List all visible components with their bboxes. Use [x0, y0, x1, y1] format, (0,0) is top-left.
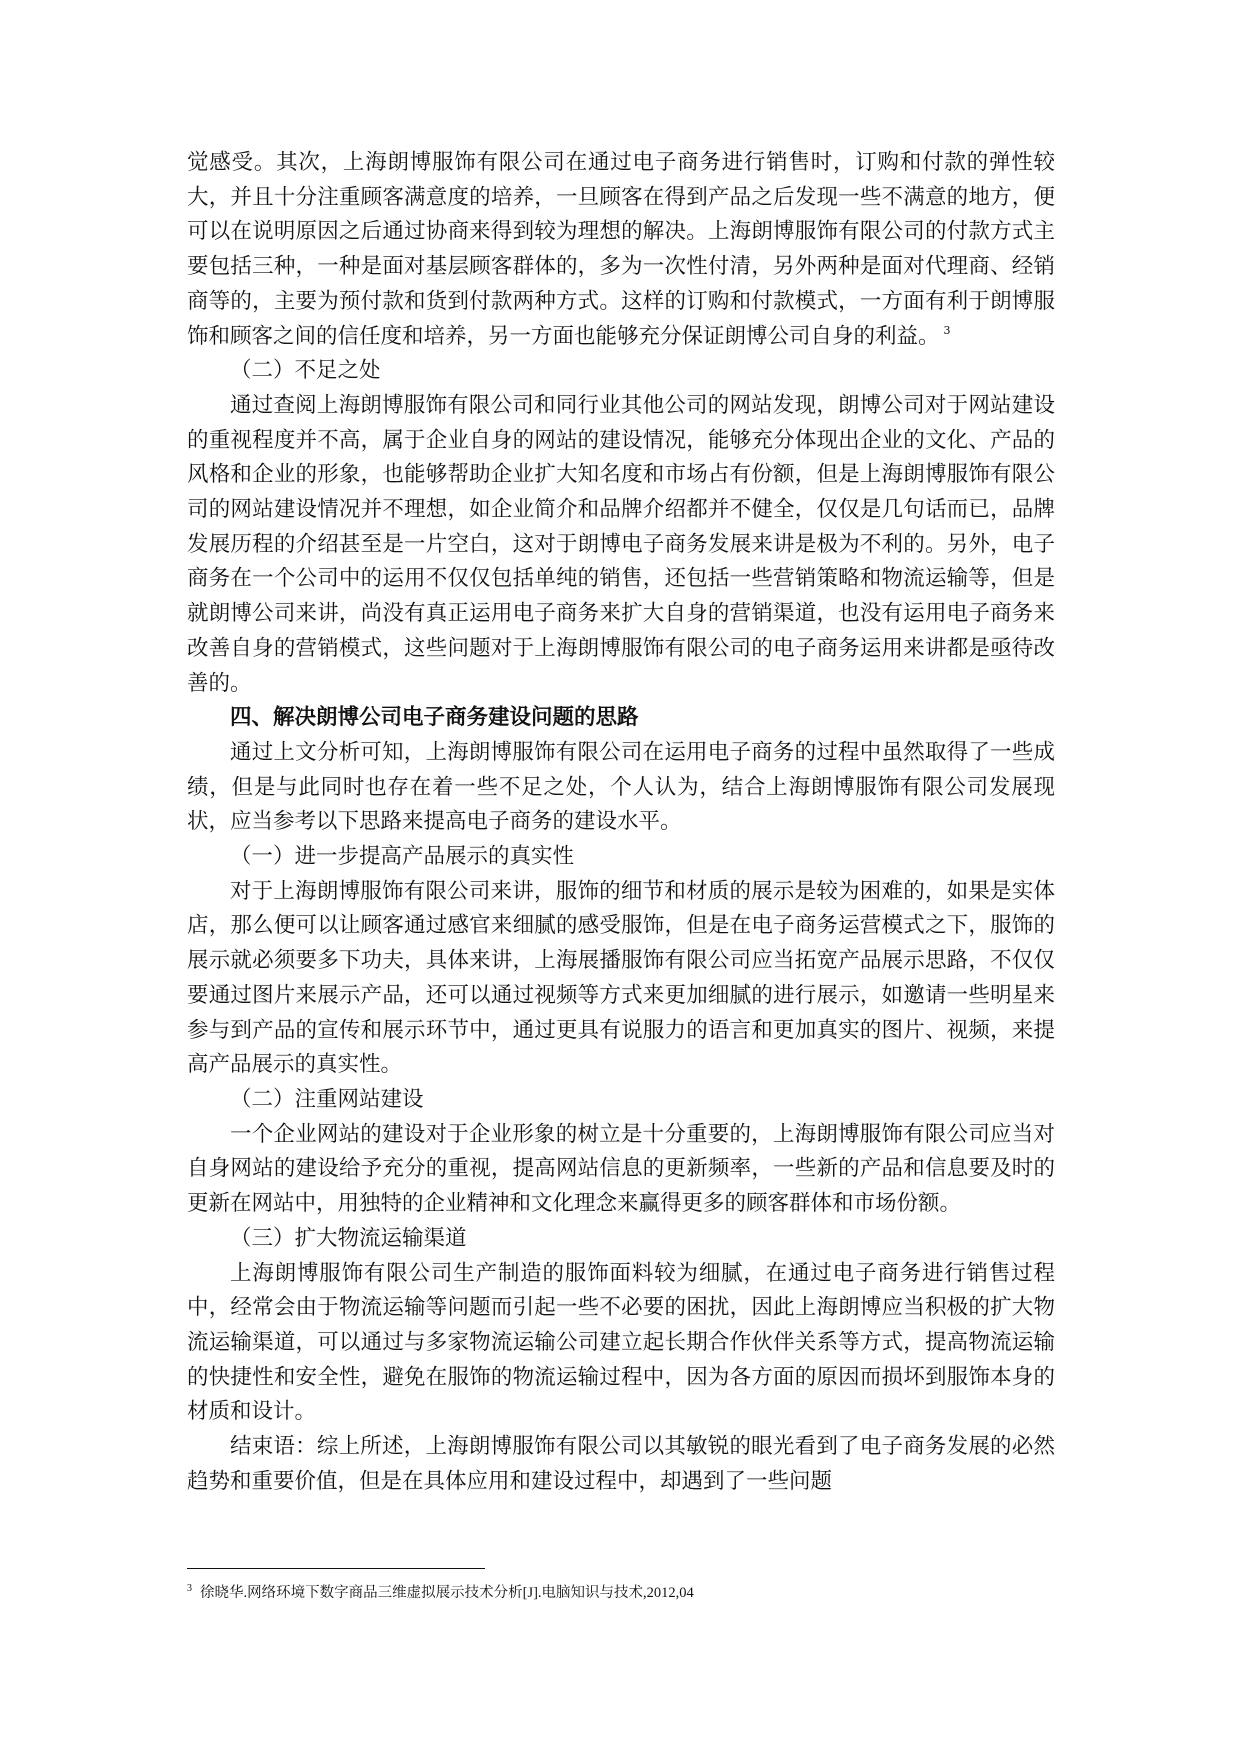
paragraph: 上海朗博服饰有限公司生产制造的服饰面料较为细腻，在通过电子商务进行销售过程中，经常会由于物流运输等问题而引起一些不必要的困扰，因此上海朗博应当积极的扩大物流运输渠道，可以通过与多家物流运输公司建立起长期合作伙伴关系等方式，提高物流运输的快捷性和安全性，避免在服饰的物流运输过程中，因为各方面的原因而损坏到服饰本身的材质和设计。: [187, 1260, 1055, 1425]
footnote-mark: 3: [187, 1583, 192, 1594]
footnote-text: 徐晓华.网络环境下数字商品三维虚拟展示技术分析[J].电脑知识与技术,2012,04: [200, 1584, 694, 1601]
paragraph: 通过上文分析可知，上海朗博服饰有限公司在运用电子商务的过程中虽然取得了一些成绩，但是与此同时也存在着一些不足之处，个人认为，结合上海朗博服饰有限公司发展现状，应当参考以下思路来提高电子商务的建设水平。: [187, 739, 1055, 835]
paragraph: 通过查阅上海朗博服饰有限公司和同行业其他公司的网站发现，朗博公司对于网站建设的重视程度并不高，属于企业自身的网站的建设情况，能够充分体现出企业的文化、产品的风格和企业的形象，也能够帮助企业扩大知名度和市场占有份额，但是上海朗博服饰有限公司的网站建设情况并不理想，如企业简介和品牌介绍都并不健全，仅仅是几句话而已，品牌发展历程的介绍甚至是一片空白，这对于朗博电子商务发展来讲是极为不利的。另外，电子商务在一个公司中的运用不仅仅包括单纯的销售，还包括一些营销策略和物流运输等，但是就朗博公司来讲，尚没有真正运用电子商务来扩大自身的营销渠道，也没有运用电子商务来改善自身的营销模式，这些问题对于上海朗博服饰有限公司的电子商务运用来讲都是亟待改善的。: [187, 392, 1055, 696]
footnote-divider: [187, 1568, 485, 1569]
section-subheading: （三）扩大物流运输渠道: [230, 1225, 467, 1251]
footnote: [187, 1578, 1055, 1604]
section-heading: 四、解决朗博公司电子商务建设问题的思路: [230, 705, 639, 731]
paragraph: [187, 146, 1055, 354]
section-subheading: （二）不足之处: [230, 358, 381, 384]
section-subheading: （一）进一步提高产品展示的真实性: [230, 844, 575, 870]
section-subheading: （二）注重网站建设: [230, 1086, 424, 1112]
paragraph: 结束语：综上所述，上海朗博服饰有限公司以其敏锐的眼光看到了电子商务发展的必然趋势和重要价值，但是在具体应用和建设过程中，却遇到了一些问题: [187, 1434, 1055, 1494]
body-text: [187, 146, 1055, 1499]
paragraph: 一个企业网站的建设对于企业形象的树立是十分重要的，上海朗博服饰有限公司应当对自身网站的建设给予充分的重视，提高网站信息的更新频率，一些新的产品和信息要及时的更新在网站中，用独特的企业精神和文化理念来赢得更多的顾客群体和市场份额。: [187, 1121, 1055, 1217]
paragraph-text: 觉感受。其次，上海朗博服饰有限公司在通过电子商务进行销售时，订购和付款的弹性较大，并且十分注重顾客满意度的培养，一旦顾客在得到产品之后发现一些不满意的地方，便可以在说明原因之后通过协商来得到较为理想的解决。上海朗博服饰有限公司的付款方式主要包括三种，一种是面对基层顾客群体的，多为一次性付清，另外两种是面对代理商、经销商等的，主要为预付款和货到付款两种方式。这样的订购和付款模式，一方面有利于朗博服饰和顾客之间的信任度和培养，另一方面也能够充分保证朗博公司自身的利益。: [187, 150, 1055, 349]
footnote-reference: 3: [943, 324, 951, 338]
paragraph: 对于上海朗博服饰有限公司来讲，服饰的细节和材质的展示是较为困难的，如果是实体店，那么便可以让顾客通过感官来细腻的感受服饰，但是在电子商务运营模式之下，服饰的展示就必须要多下功夫，具体来讲，上海展播服饰有限公司应当拓宽产品展示思路，不仅仅要通过图片来展示产品，还可以通过视频等方式来更加细腻的进行展示，如邀请一些明星来参与到产品的宣传和展示环节中，通过更具有说服力的语言和更加真实的图片、视频，来提高产品展示的真实性。: [187, 878, 1055, 1078]
